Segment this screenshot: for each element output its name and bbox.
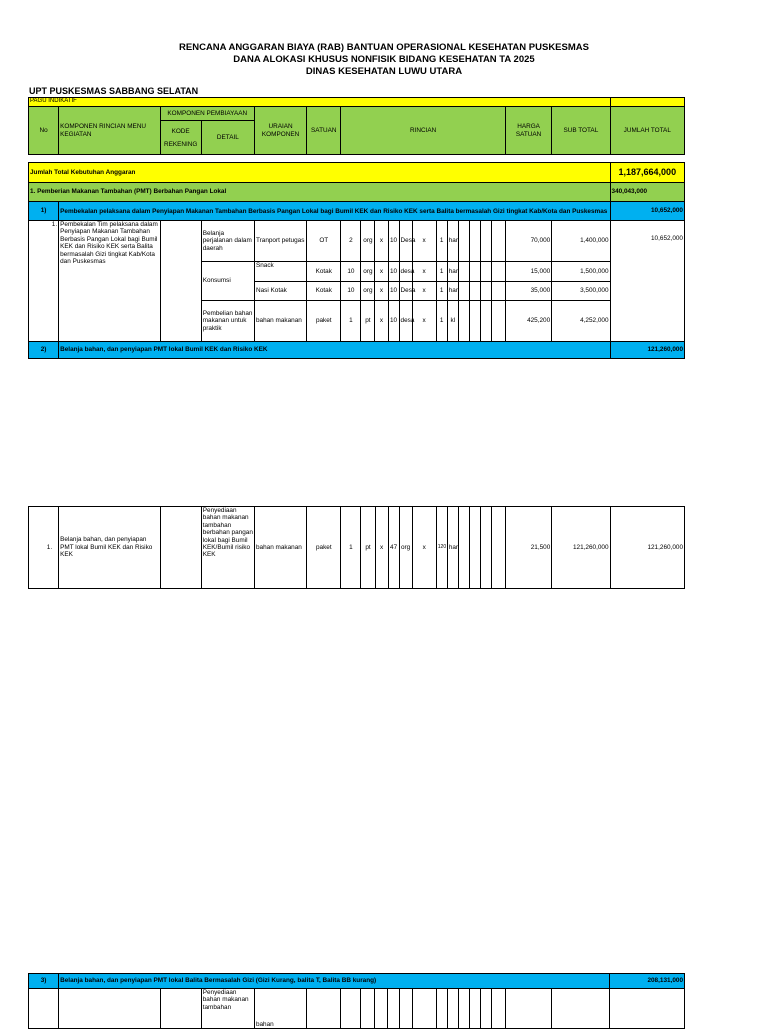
subsection-2-no: 2) (29, 342, 59, 359)
subsection-1-no: 1) (29, 202, 59, 221)
kode-rekening-cell (160, 507, 201, 589)
harga-cell: 70,000 (505, 221, 551, 262)
table-row (29, 221, 685, 262)
times-cell: x (375, 507, 388, 589)
table-header-row (29, 107, 685, 121)
qty-cell: 10 (341, 262, 361, 282)
table-row (29, 507, 685, 589)
section-1-label: 1. Pemberian Makanan Tambahan (PMT) Berbahan Pangan Lokal (29, 183, 611, 202)
subtotal-cell: 4,252,000 (552, 301, 610, 342)
uraian-cell: Tranport petugas (254, 221, 306, 262)
satuan-cell: Kotak (307, 282, 341, 301)
times-cell: x (412, 221, 436, 262)
qty-cell: 47 (388, 507, 399, 589)
item-no: 1. (29, 221, 59, 342)
times-cell: x (412, 262, 436, 282)
header-uraian-komponen: URAIAN KOMPONEN (254, 107, 306, 155)
times-cell: x (375, 262, 388, 282)
table-row (29, 989, 685, 1029)
times-cell: x (412, 507, 436, 589)
pagu-row (29, 98, 685, 107)
qty-cell: 1 (436, 301, 447, 342)
unit-cell: org (361, 221, 375, 262)
item-label: Belanja bahan, dan penyiapan PMT lokal Bumil KEK dan Risiko KEK (59, 507, 160, 589)
harga-cell: 15,000 (505, 262, 551, 282)
item-no: 1. (29, 507, 59, 589)
satuan-cell: Kotak (307, 262, 341, 282)
qty-cell: 1 (341, 507, 361, 589)
qty-cell: 10 (388, 221, 399, 262)
report-title-line-2: DANA ALOKASI KHUSUS NONFISIK BIDANG KESEHATAN TA 2025 (233, 54, 535, 65)
harga-cell: 425,200 (505, 301, 551, 342)
subsection-1-value: 10,652,000 (610, 202, 684, 221)
qty-cell: 1 (341, 301, 361, 342)
unit-cell: hari (447, 221, 458, 262)
qty-cell: 1 (436, 262, 447, 282)
rab-table-block-2 (28, 506, 685, 589)
detail-cell: Belanja perjalanan dalam daerah (201, 221, 254, 262)
unit-cell: pt (361, 301, 375, 342)
unit-name: UPT PUSKESMAS SABBANG SELATAN (29, 86, 199, 96)
subsection-2-value: 121,260,000 (610, 342, 684, 359)
unit-cell: desa (399, 301, 412, 342)
unit-cell: org (361, 282, 375, 301)
header-sub-total: SUB TOTAL (552, 107, 610, 155)
subtotal-cell: 3,500,000 (552, 282, 610, 301)
detail-cell: Penyediaan bahan makanan tambahan berbahan pangan lokal bagi Bumil KEK/Bumil risiko KEK (201, 507, 254, 589)
subsection-3-no: 3) (29, 974, 59, 989)
qty-cell: 10 (388, 301, 399, 342)
subtotal-cell: 121,260,000 (552, 507, 610, 589)
unit-cell: org (361, 262, 375, 282)
unit-cell: pt (361, 507, 375, 589)
qty-cell: 2 (341, 221, 361, 262)
header-harga-satuan: HARGA SATUAN (505, 107, 551, 155)
unit-cell: hari (447, 507, 458, 589)
detail-cell: Pembelian bahan makanan untuk praktik (201, 301, 254, 342)
times-cell: x (375, 301, 388, 342)
total-value: 1,187,664,000 (610, 163, 684, 183)
header-komponen-pembiayaan: KOMPONEN PEMBIAYAAN (160, 107, 254, 121)
item-total: 10,652,000 (610, 221, 684, 342)
unit-cell: Desa (399, 221, 412, 262)
uraian-cell: Snack (254, 262, 306, 282)
unit-cell: Desa (399, 282, 412, 301)
subsection-3-label: Belanja bahan, dan penyiapan PMT lokal Balita Bermasalah Gizi (Gizi Kurang, balita T, Balita BB kurang) (59, 974, 610, 989)
total-row (29, 163, 685, 183)
section-1-value: 340,043,000 (610, 183, 684, 202)
uraian-cell: Nasi Kotak (254, 282, 306, 301)
detail-cell: Konsumsi (201, 262, 254, 301)
times-cell: x (375, 282, 388, 301)
times-cell: x (375, 221, 388, 262)
times-cell: x (412, 282, 436, 301)
subsection-2-row (29, 342, 685, 359)
qty-cell: 1 (436, 221, 447, 262)
uraian-cell: bahan makanan (254, 301, 306, 342)
report-title-line-1: RENCANA ANGGARAN BIAYA (RAB) BANTUAN OPERASIONAL KESEHATAN PUSKESMAS (179, 42, 589, 53)
kode-rekening-cell (160, 221, 201, 342)
header-satuan: SATUAN (307, 107, 341, 155)
qty-cell: 120 (436, 507, 447, 589)
total-label: Jumlah Total Kebutuhan Anggaran (29, 163, 611, 183)
qty-cell: 10 (341, 282, 361, 301)
unit-cell: hari (447, 262, 458, 282)
harga-cell: 35,000 (505, 282, 551, 301)
section-1-row (29, 183, 685, 202)
times-cell: x (412, 301, 436, 342)
header-kode-rekening: KODE REKENING (160, 121, 201, 155)
report-title-line-3: DINAS KESEHATAN LUWU UTARA (305, 66, 463, 77)
satuan-cell: paket (307, 301, 341, 342)
item-total: 121,260,000 (610, 507, 684, 589)
qty-cell: 10 (388, 262, 399, 282)
harga-cell: 21,500 (506, 507, 552, 589)
detail-cell: Penyediaan bahan makanan tambahan (201, 989, 254, 1029)
uraian-cell: bahan makanan (255, 507, 307, 589)
qty-cell: 1 (436, 282, 447, 301)
header-no: No (29, 107, 59, 155)
qty-cell: 10 (388, 282, 399, 301)
subtotal-cell: 1,400,000 (552, 221, 610, 262)
item-label: Pembekalan Tim pelaksana dalam Penyiapan Makanan Tambahan Berbasis Pangan Lokal bagi Bumil KEK dan Risiko KEK serta Balita bermasalah Gizi tingkat Kab/Kota dan Puskesmas (59, 221, 160, 342)
unit-cell: kl (447, 301, 458, 342)
unit-cell: org (399, 507, 412, 589)
header-rincian: RINCIAN (341, 107, 506, 155)
subsection-3-value: 208,131,000 (610, 974, 685, 989)
subsection-2-label: Belanja bahan, dan penyiapan PMT lokal Bumil KEK dan Risiko KEK (59, 342, 610, 359)
subsection-1-label: Pembekalan pelaksana dalam Penyiapan Makanan Tambahan Berbasis Pangan Lokal bagi Bumil KEK dan Risiko KEK serta Balita bermasalah Gizi tingkat Kab/Kota dan Puskesmas (59, 202, 610, 221)
satuan-cell: OT (307, 221, 341, 262)
satuan-cell: paket (307, 507, 341, 589)
pagu-label: PAGU INDIKATIF (29, 98, 611, 107)
header-detail: DETAIL (201, 121, 254, 155)
rab-table-block-3 (28, 973, 685, 1029)
subsection-1-row (29, 202, 685, 221)
rab-table (28, 97, 685, 359)
unit-cell: hari (447, 282, 458, 301)
subsection-3-row (29, 974, 685, 989)
header-jumlah-total: JUMLAH TOTAL (610, 107, 684, 155)
header-komponen-rincian: KOMPONEN RINCIAN MENU KEGIATAN (59, 107, 160, 155)
subtotal-cell: 1,500,000 (552, 262, 610, 282)
unit-cell: desa (399, 262, 412, 282)
uraian-cell: bahan (254, 989, 306, 1029)
